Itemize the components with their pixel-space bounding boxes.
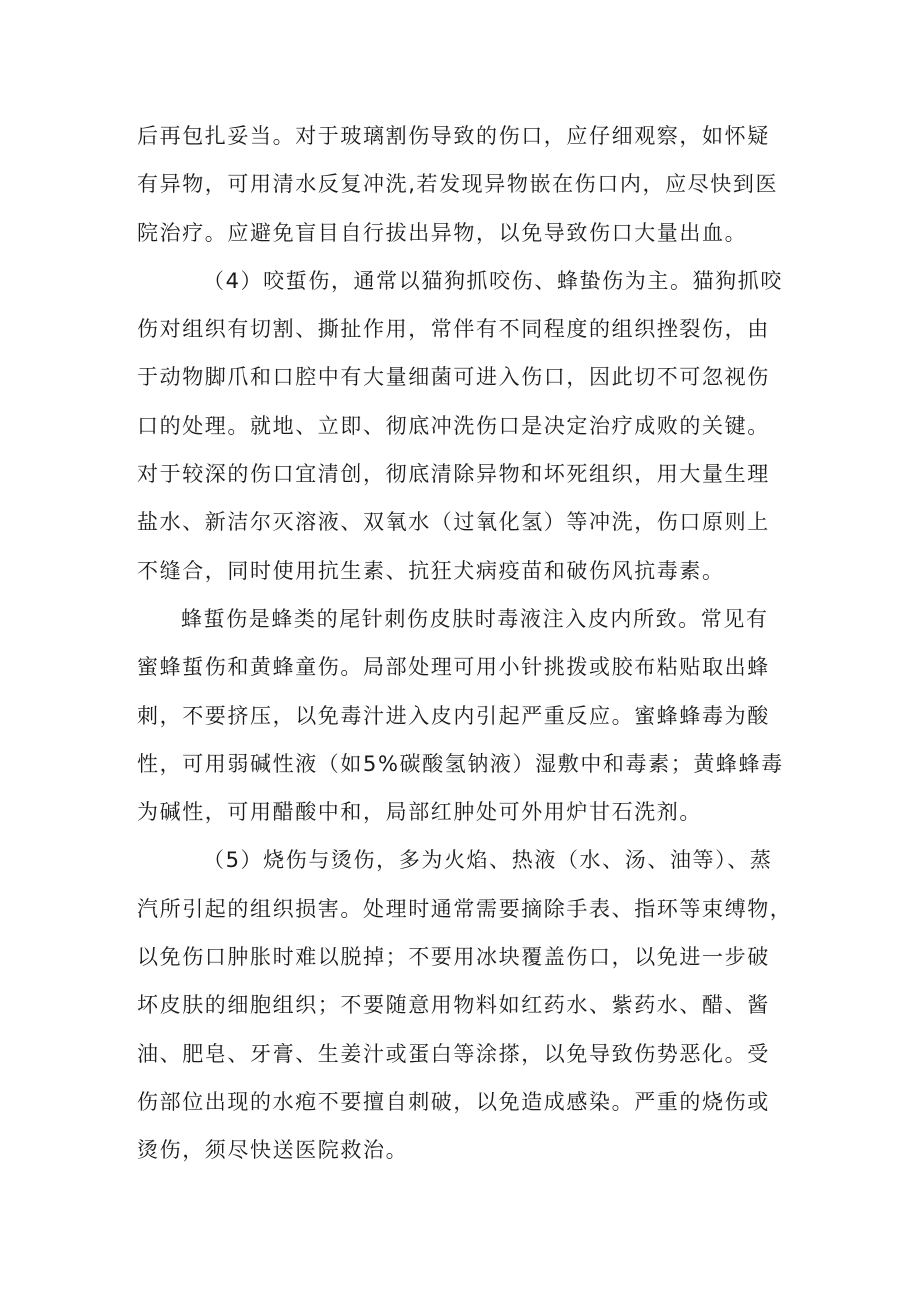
text-line: 不缝合，同时使用抗生素、抗狂犬病疫苗和破伤风抗毒素。 — [137, 558, 725, 583]
text-line: （4）咬蜇伤，通常以猫狗抓咬伤、蜂蛰伤为主。猫狗抓咬 — [203, 268, 783, 293]
text-line: 性，可用弱碱性液（如5%碳酸氢钠液）湿敷中和毒素；黄蜂蜂毒 — [137, 751, 784, 776]
text-line: 油、肥皂、牙膏、生姜汁或蛋白等涂搽，以免导致伤势恶化。受 — [137, 1041, 770, 1066]
text-line: 口的处理。就地、立即、彻底冲洗伤口是决定治疗成败的关键。 — [137, 413, 770, 438]
paragraph-bite-sting — [137, 257, 797, 595]
text-line: 伤部位出现的水疱不要擅自刺破，以免造成感染。严重的烧伤或 — [137, 1089, 770, 1114]
text-line: 以免伤口肿胀时难以脱掉；不要用冰块覆盖伤口，以免进一步破 — [137, 945, 770, 970]
text-line: 蜂蜇伤是蜂类的尾针刺伤皮肤时毒液注入皮内所致。常见有 — [181, 606, 769, 631]
text-line: 刺，不要挤压，以免毒汁进入皮内引起严重反应。蜜蜂蜂毒为酸 — [137, 703, 770, 728]
text-line: 有异物，可用清水反复冲洗,若发现异物嵌在伤口内，应尽快到医 — [137, 172, 779, 197]
text-line: 对于较深的伤口宜清创，彻底清除异物和坏死组织，用大量生理 — [137, 462, 770, 487]
text-line: 汽所引起的组织损害。处理时通常需要摘除手表、指环等束缚物， — [137, 896, 793, 921]
paragraph-glass-wound — [137, 112, 797, 257]
text-line: 蜜蜂蜇伤和黄蜂童伤。局部处理可用小针挑拨或胶布粘贴取出蜂 — [137, 655, 770, 680]
text-line: （5）烧伤与烫伤，多为火焰、热液（水、汤、油等）、蒸 — [203, 848, 773, 873]
text-line: 院治疗。应避免盲目自行拔出异物，以免导致伤口大量出血。 — [137, 220, 748, 245]
text-line: 伤对组织有切割、撕扯作用，常伴有不同程度的组织挫裂伤，由 — [137, 317, 770, 342]
text-line: 坏皮肤的细胞组织；不要随意用物料如红药水、紫药水、醋、酱 — [137, 993, 770, 1018]
paragraph-burns-scalds — [137, 836, 797, 1174]
document-body — [137, 112, 797, 1175]
text-line: 后再包扎妥当。对于玻璃割伤导致的伤口，应仔细观察，如怀疑 — [137, 124, 770, 148]
text-line: 烫伤，须尽快送医院救治。 — [137, 1138, 409, 1163]
text-line: 盐水、新洁尔灭溶液、双氧水（过氧化氢）等冲洗，伤口原则上 — [137, 510, 770, 535]
text-line: 于动物脚爪和口腔中有大量细菌可进入伤口，因此切不可忽视伤 — [137, 365, 770, 390]
text-line: 为碱性，可用醋酸中和，局部红肿处可外用炉甘石洗剂。 — [137, 800, 702, 825]
paragraph-bee-sting — [137, 595, 797, 836]
